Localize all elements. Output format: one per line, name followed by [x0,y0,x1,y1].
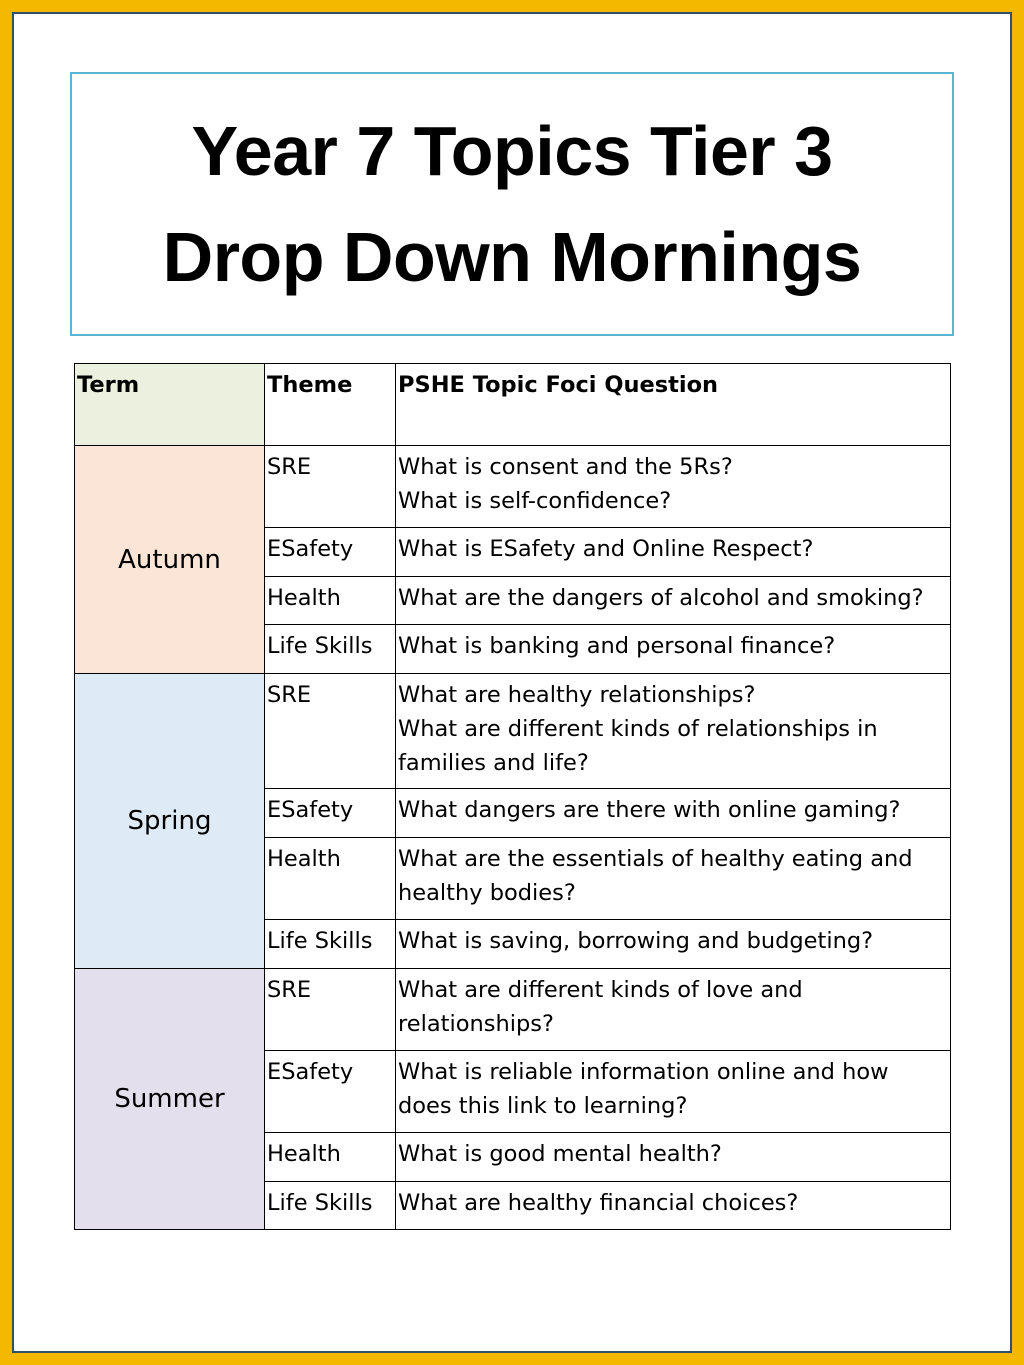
term-cell-summer: Summer [75,969,265,1230]
theme-cell: Life Skills [265,1182,396,1230]
theme-cell: Life Skills [265,625,396,674]
term-cell-spring: Spring [75,674,265,969]
theme-cell: Life Skills [265,920,396,969]
term-cell-autumn: Autumn [75,446,265,674]
topics-table [74,363,951,1230]
theme-cell: Health [265,577,396,625]
header-theme: Theme [265,364,396,446]
question-cell: What are healthy relationships? What are different kinds of relationships in families and life? [396,674,951,789]
question-cell: What is saving, borrowing and budgeting? [396,920,951,969]
theme-cell: Health [265,838,396,920]
page-title-line-1: Year 7 Topics Tier 3 [191,112,833,190]
question-cell: What are the dangers of alcohol and smoking? [396,577,951,625]
header-term: Term [75,364,265,446]
question-cell: What is good mental health? [396,1133,951,1182]
theme-cell: SRE [265,446,396,528]
theme-cell: SRE [265,674,396,789]
question-cell: What is banking and personal finance? [396,625,951,674]
theme-cell: Health [265,1133,396,1182]
header-question: PSHE Topic Foci Question [396,364,951,446]
question-cell: What are different kinds of love and relationships? [396,969,951,1051]
question-cell: What is reliable information online and how does this link to learning? [396,1051,951,1133]
table-row [75,674,951,789]
title-box [70,72,954,336]
page-title-line-2: Drop Down Mornings [162,218,862,296]
question-cell: What are healthy financial choices? [396,1182,951,1230]
question-cell: What are the essentials of healthy eating and healthy bodies? [396,838,951,920]
theme-cell: ESafety [265,528,396,577]
table-row [75,446,951,528]
question-cell: What is ESafety and Online Respect? [396,528,951,577]
question-cell: What is consent and the 5Rs? What is self-confidence? [396,446,951,528]
question-cell: What dangers are there with online gaming? [396,789,951,838]
theme-cell: ESafety [265,789,396,838]
theme-cell: SRE [265,969,396,1051]
table-row [75,969,951,1051]
theme-cell: ESafety [265,1051,396,1133]
table-header-row [75,364,951,446]
